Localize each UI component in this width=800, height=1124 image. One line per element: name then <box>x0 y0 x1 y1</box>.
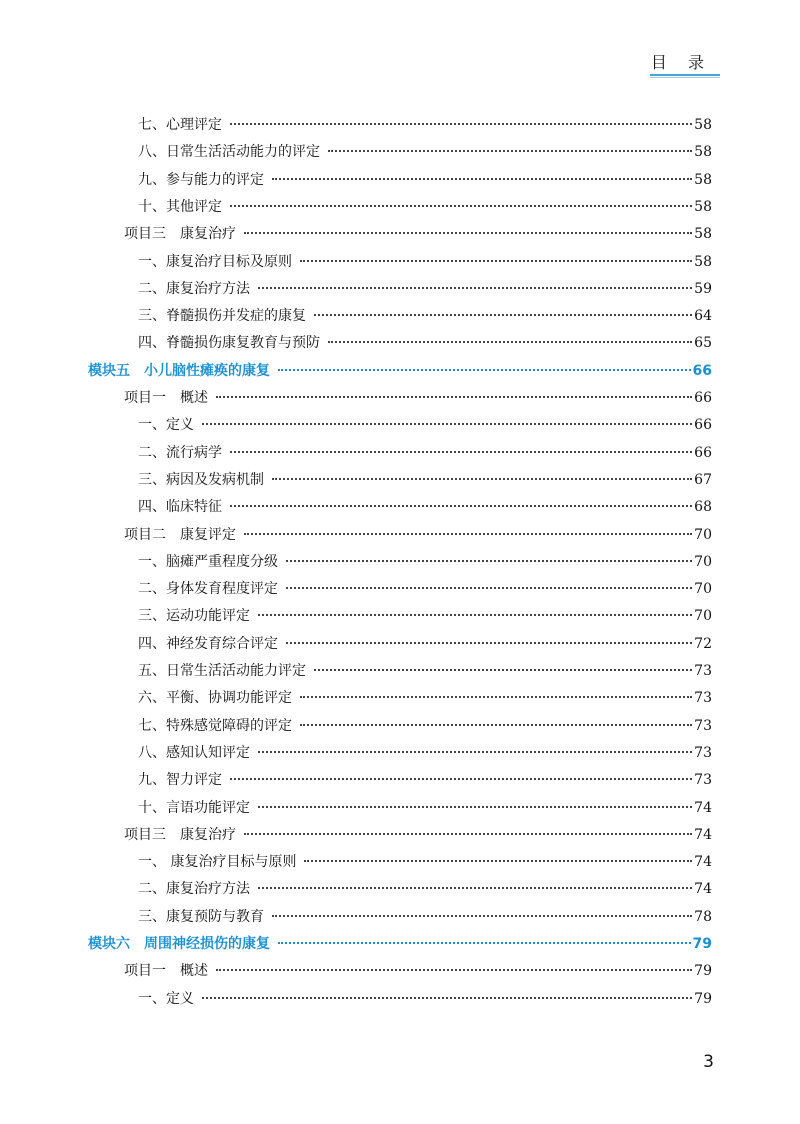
toc-entry-label: 三、脊髓损伤并发症的康复 <box>138 308 306 325</box>
toc-entry-label: 二、康复治疗方法 <box>138 280 250 297</box>
toc-entry-page: 58 <box>694 171 712 188</box>
toc-leader-dots <box>314 313 692 316</box>
toc-module-entry[interactable] <box>88 362 712 380</box>
toc-entry-label: 八、日常生活活动能力的评定 <box>138 144 320 161</box>
toc-entry-page: 58 <box>694 198 712 215</box>
toc-leader-dots <box>258 805 692 808</box>
toc-entry-label: 一、定义 <box>138 990 194 1007</box>
toc-entry-page: 73 <box>694 772 712 789</box>
page-number: 3 <box>703 1052 714 1072</box>
toc-leader-dots <box>272 914 692 917</box>
toc-section-entry[interactable] <box>138 116 712 134</box>
toc-project-entry[interactable] <box>124 962 712 980</box>
toc-entry-page: 58 <box>694 144 712 161</box>
toc-leader-dots <box>244 532 692 535</box>
toc-entry-page: 73 <box>694 690 712 707</box>
toc-leader-dots <box>230 777 692 780</box>
toc-leader-dots <box>258 613 692 616</box>
toc-leader-dots <box>304 859 692 862</box>
toc-entry-label: 项目一 概述 <box>124 390 208 406</box>
toc-entry-page: 58 <box>694 253 712 270</box>
toc-entry-page: 70 <box>694 553 712 570</box>
toc-entry-label: 一、脑瘫严重程度分级 <box>138 553 278 570</box>
toc-section-entry[interactable] <box>138 307 712 325</box>
toc-leader-dots <box>278 368 691 371</box>
toc-leader-dots <box>202 996 692 999</box>
toc-entry-page: 65 <box>694 335 712 352</box>
toc-section-entry[interactable] <box>138 853 712 871</box>
toc-entry-page: 74 <box>694 799 712 816</box>
toc-entry-page: 74 <box>694 854 712 871</box>
toc-entry-page: 58 <box>694 226 712 243</box>
toc-entry-label: 六、平衡、协调功能评定 <box>138 690 292 707</box>
toc-leader-dots <box>300 723 692 726</box>
header-rule-thin <box>650 77 720 78</box>
toc-leader-dots <box>328 340 692 343</box>
toc-entry-page: 67 <box>694 471 712 488</box>
toc-leader-dots <box>216 395 692 398</box>
toc-project-entry[interactable] <box>124 826 712 844</box>
toc-entry-label: 三、康复预防与教育 <box>138 908 264 925</box>
header-rule <box>650 74 720 76</box>
toc-project-entry[interactable] <box>124 389 712 407</box>
toc-entry-page: 78 <box>694 908 712 925</box>
toc-entry-label: 七、心理评定 <box>138 117 222 133</box>
toc-entry-page: 79 <box>694 990 712 1007</box>
toc-entry-label: 九、智力评定 <box>138 772 222 789</box>
toc-entry-page: 66 <box>692 362 712 379</box>
toc-entry-label: 一、康复治疗目标及原则 <box>138 253 292 270</box>
toc-section-entry[interactable] <box>138 444 712 462</box>
toc-section-entry[interactable] <box>138 635 712 653</box>
toc-entry-label: 一、定义 <box>138 417 194 434</box>
toc-entry-page: 70 <box>694 608 712 625</box>
toc-section-entry[interactable] <box>138 799 712 817</box>
toc-entry-page: 70 <box>694 581 712 598</box>
toc-section-entry[interactable] <box>138 143 712 161</box>
toc-entry-label: 十、言语功能评定 <box>138 799 250 816</box>
toc-section-entry[interactable] <box>138 580 712 598</box>
toc-section-entry[interactable] <box>138 990 712 1008</box>
toc-section-entry[interactable] <box>138 471 712 489</box>
toc-entry-page: 66 <box>694 417 712 434</box>
toc-section-entry[interactable] <box>138 171 712 189</box>
toc-entry-label: 项目一 概述 <box>124 963 208 980</box>
header-title: 目 录 <box>650 53 712 72</box>
toc-leader-dots <box>258 286 692 289</box>
toc-entry-label: 四、脊髓损伤康复教育与预防 <box>138 335 320 352</box>
toc-leader-dots <box>216 968 692 971</box>
toc-project-entry[interactable] <box>124 526 712 544</box>
toc-leader-dots <box>278 941 691 944</box>
toc-entry-page: 68 <box>694 499 712 516</box>
toc-leader-dots <box>272 177 692 180</box>
toc-section-entry[interactable] <box>138 498 712 516</box>
toc-entry-label: 模块六 周围神经损伤的康复 <box>88 936 270 952</box>
toc-entry-page: 66 <box>694 390 712 406</box>
toc-entry-label: 项目三 康复治疗 <box>124 226 236 243</box>
toc-entry-page: 74 <box>694 826 712 843</box>
toc-section-entry[interactable] <box>138 744 712 762</box>
toc-section-entry[interactable] <box>138 717 712 735</box>
toc-section-entry[interactable] <box>138 771 712 789</box>
toc-leader-dots <box>258 750 692 753</box>
toc-section-entry[interactable] <box>138 280 712 298</box>
toc-leader-dots <box>314 668 692 671</box>
toc-leader-dots <box>328 149 692 152</box>
toc-entry-page: 70 <box>694 526 712 543</box>
toc-entry-label: 二、流行病学 <box>138 444 222 461</box>
toc-leader-dots <box>244 231 692 234</box>
toc-entry-page: 79 <box>694 963 712 980</box>
toc-entry-label: 五、日常生活活动能力评定 <box>138 663 306 679</box>
toc-entry-page: 64 <box>694 308 712 325</box>
toc-leader-dots <box>230 450 692 453</box>
toc-entry-label: 七、特殊感觉障碍的评定 <box>138 717 292 734</box>
toc-entry-page: 72 <box>694 635 712 652</box>
toc-entry-page: 58 <box>694 117 712 133</box>
toc-entry-page: 73 <box>694 744 712 761</box>
toc-entry-page: 79 <box>692 936 712 952</box>
toc-section-entry[interactable] <box>138 662 712 680</box>
toc-entry-page: 66 <box>694 444 712 461</box>
toc-entry-label: 四、神经发育综合评定 <box>138 635 278 652</box>
toc-leader-dots <box>300 695 692 698</box>
toc-project-entry[interactable] <box>124 225 712 243</box>
toc-entry-label: 三、运动功能评定 <box>138 608 250 625</box>
toc-entry-page: 73 <box>694 717 712 734</box>
toc-entry-label: 四、临床特征 <box>138 499 222 516</box>
toc-section-entry[interactable] <box>138 880 712 898</box>
toc-entry-label: 九、参与能力的评定 <box>138 171 264 188</box>
toc-entry-label: 三、病因及发病机制 <box>138 471 264 488</box>
toc-leader-dots <box>202 422 692 425</box>
toc-entry-label: 二、康复治疗方法 <box>138 881 250 898</box>
toc-module-entry[interactable] <box>88 935 712 953</box>
toc-entry-page: 59 <box>694 280 712 297</box>
toc-leader-dots <box>286 559 692 562</box>
toc-section-entry[interactable] <box>138 607 712 625</box>
toc-entry-label: 二、身体发育程度评定 <box>138 581 278 598</box>
toc-leader-dots <box>244 832 692 835</box>
toc-leader-dots <box>230 204 692 207</box>
toc-leader-dots <box>300 259 692 262</box>
toc-entry-label: 项目三 康复治疗 <box>124 826 236 843</box>
toc-leader-dots <box>230 504 692 507</box>
toc-leader-dots <box>230 122 692 125</box>
toc-entry-page: 74 <box>694 881 712 898</box>
toc-entry-label: 一、 康复治疗目标与原则 <box>138 854 297 871</box>
toc-leader-dots <box>258 886 692 889</box>
toc-entry-label: 模块五 小儿脑性瘫痪的康复 <box>88 362 270 379</box>
toc-leader-dots <box>286 641 692 644</box>
toc-entry-page: 73 <box>694 663 712 679</box>
toc-entry-label: 十、其他评定 <box>138 198 222 215</box>
toc-section-entry[interactable] <box>138 908 712 926</box>
toc-leader-dots <box>272 477 692 480</box>
toc-section-entry[interactable] <box>138 198 712 216</box>
toc-section-entry[interactable] <box>138 334 712 352</box>
toc-section-entry[interactable] <box>138 553 712 571</box>
toc-leader-dots <box>286 586 692 589</box>
toc-section-entry[interactable] <box>138 689 712 707</box>
toc-entry-label: 八、感知认知评定 <box>138 744 250 761</box>
toc-section-entry[interactable] <box>138 416 712 434</box>
toc-entry-label: 项目二 康复评定 <box>124 526 236 543</box>
toc-section-entry[interactable] <box>138 253 712 271</box>
